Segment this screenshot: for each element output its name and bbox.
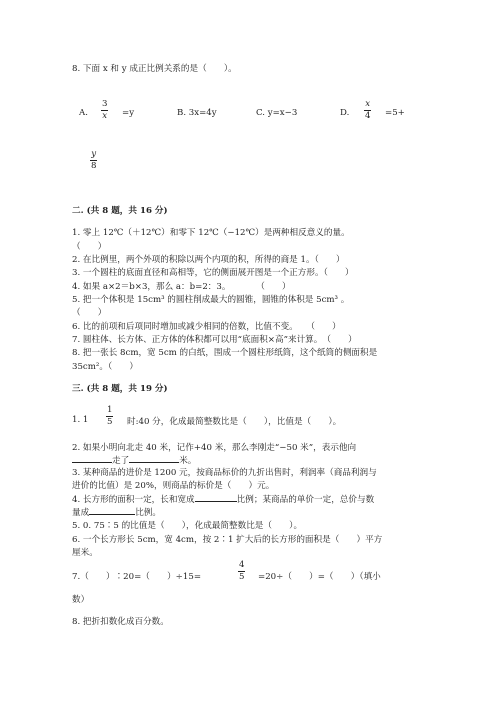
option-d2-numerator: y	[91, 149, 97, 159]
s3-q2-line2	[72, 454, 196, 466]
section-3-heading: 三. (共 8 题，共 19 分)	[72, 384, 168, 394]
s2-line-9: 7. 圆柱体、长方体、正方体的体积都可以用“底面积×高”来计算。 （ ）	[72, 335, 357, 345]
s3-q1-prefix: 1. 1	[72, 415, 89, 425]
s3-q7-denominator: 5	[239, 571, 245, 582]
s3-q4-part-c: 量成	[72, 508, 90, 518]
option-d2-denominator: 8	[91, 160, 97, 171]
option-d-fraction-2	[90, 150, 97, 170]
option-d-label: D.	[340, 108, 350, 118]
s3-q1-rest: 时:40 分，化成最简整数比是（ ），比值是（ ）。	[127, 417, 342, 427]
s2-line-6: 5. 把一个体积是 15cm³ 的圆柱削成最大的圆锥，圆锥的体积是 5cm³ 。	[72, 295, 350, 305]
s2-line-8: 6. 比的前项和后项同时增加或减少相同的倍数，比值不变。 （ ）	[72, 322, 341, 332]
option-c: C. y=x−3	[256, 108, 298, 118]
s3-q2-end: 米。	[179, 456, 197, 466]
s3-q1-fraction	[106, 406, 113, 426]
s3-q4-part-b: 比例；某商品的单价一定，总价与数	[236, 495, 375, 505]
s3-q7-line2: 数）	[72, 595, 90, 605]
s3-q6-line1: 6. 一个长方形长 5cm，宽 4cm，按 2∶1 扩大后的长方形的面积是（ ）平方	[72, 535, 383, 545]
option-d-rest: =5+	[385, 108, 405, 118]
s3-q8: 8. 把折扣数化成百分数。	[72, 617, 169, 627]
question-8-title: 8. 下面 x 和 y 成正比例关系的是（ ）。	[72, 64, 237, 74]
s3-q3-line2: 进价的比值）是 20%，则商品的标价是（ ）元。	[72, 481, 275, 491]
s3-q6-line2: 厘米。	[72, 548, 98, 558]
s2-line-11: 35cm²。（ ）	[72, 362, 139, 372]
s3-q4-part-d: 比例。	[135, 508, 161, 518]
s3-q4-line2	[72, 506, 161, 518]
s3-q7-fraction	[238, 561, 245, 581]
s3-q2-walked: 走了	[112, 456, 130, 466]
s2-line-4: 3. 一个圆柱的底面直径和高相等，它的侧面展开图是一个正方形。（ ）	[72, 268, 354, 278]
s3-q4-line1	[72, 493, 374, 505]
s2-line-1: 1. 零上 12℃（＋12℃）和零下 12℃（−12℃）是两种相反意义的量。	[72, 228, 350, 238]
option-a-rest: =y	[122, 108, 135, 118]
option-a-denominator: x	[102, 110, 108, 121]
s3-q7-numerator: 4	[239, 560, 245, 570]
blank-line[interactable]	[195, 493, 237, 502]
option-d-denominator: 4	[365, 110, 371, 121]
s3-q1-numerator: 1	[107, 405, 113, 415]
s2-line-3: 2. 在比例里，两个外项的积除以两个内项的积，所得的商是 1。（ ）	[72, 255, 345, 265]
option-a-numerator: 3	[102, 99, 108, 109]
blank-line[interactable]	[129, 454, 179, 463]
s2-line-5: 4. 如果 a×2＝b×3，那么 a：b=2：3。 （ ）	[72, 282, 291, 292]
s2-line-10: 8. 把一张长 8cm，宽 5cm 的白纸，围成一个圆柱形纸筒，这个纸筒的侧面积是	[72, 348, 378, 358]
s3-q4-part-a: 4. 长方形的面积一定，长和宽成	[72, 495, 195, 505]
s3-q2-line1: 2. 如果小明向北走 40 米，记作+40 米，那么李刚走“−50 米”，表示他向	[72, 443, 357, 453]
s3-q5: 5. 0. 75∶5 的比值是（ ），化成最简整数比是（ ）。	[72, 521, 303, 531]
s2-line-7: （ ）	[72, 308, 107, 318]
s3-q7-rest: =20÷（ ）=（ ）（填小	[258, 572, 381, 582]
blank-line[interactable]	[72, 454, 112, 463]
blank-line[interactable]	[89, 506, 135, 515]
s3-q1-denominator: 5	[107, 416, 113, 427]
option-a-label: A.	[79, 108, 88, 118]
option-b: B. 3x=4y	[177, 108, 217, 118]
s2-line-2: （ ）	[72, 242, 107, 252]
option-d-fraction	[364, 100, 371, 120]
s3-q7-prefix: 7.（ ）∶20=（ ）÷15=	[72, 572, 202, 582]
option-d-numerator: x	[365, 99, 371, 109]
s3-q3-line1: 3. 某种商品的进价是 1200 元，按商品标价的九折出售时，利润率（商品利润与	[72, 468, 377, 478]
section-2-heading: 二. (共 8 题，共 16 分)	[72, 206, 168, 216]
option-a-fraction	[101, 100, 108, 120]
